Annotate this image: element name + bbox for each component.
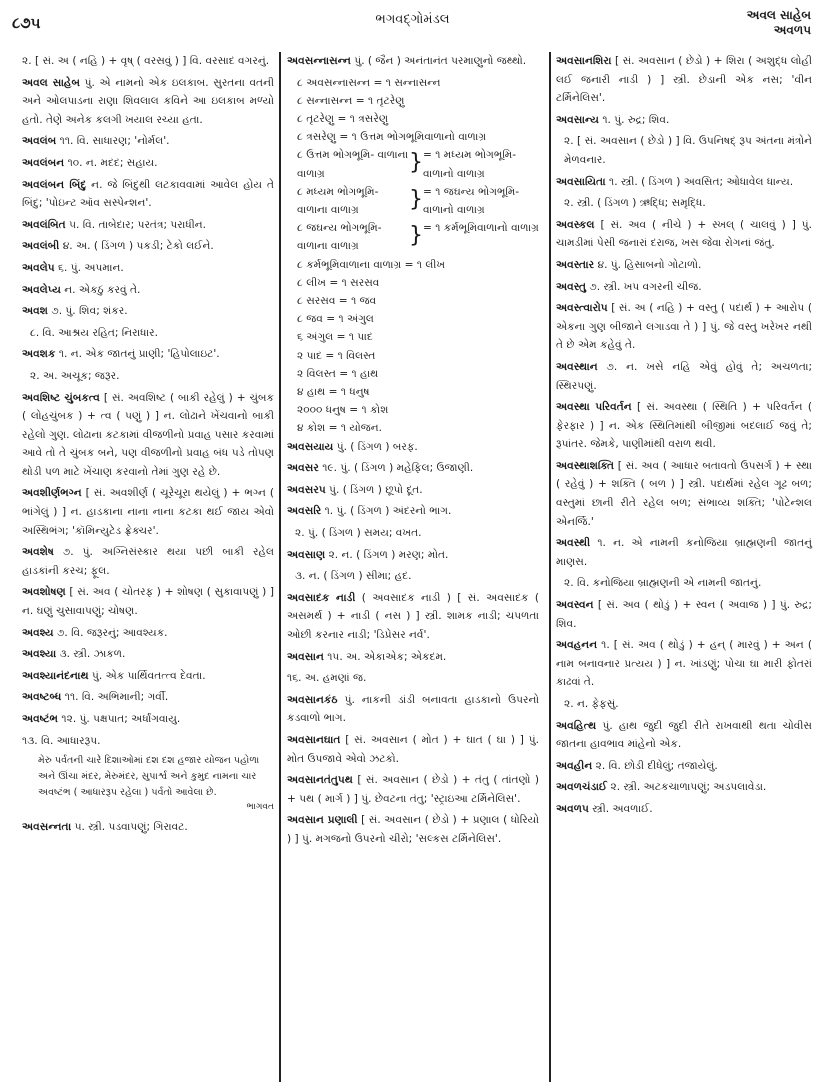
column-3 (556, 52, 812, 822)
measure-lhs: ૮ સન્નાસન્ન (297, 94, 353, 107)
dictionary-entry (287, 481, 539, 500)
measure-lhs: ૮ સરસવ (297, 295, 336, 308)
headword: અવસરિ (287, 505, 322, 518)
dictionary-entry (287, 546, 539, 565)
dictionary-entry (556, 778, 812, 797)
definition: ૨. પું. ( ડિંગળ ) સમય; વખત. (295, 527, 422, 540)
headword: અવહનન (556, 639, 598, 652)
headword: અવસાનકંઠ (287, 693, 338, 706)
definition: [ સં. અવ ( ચોતરફ ) + શોષણ ( સુકાવાપણું ) ] ન. ઘણું ચુસાવાપણું; ચોષણ. (22, 586, 274, 618)
dictionary-entry (287, 502, 539, 521)
headword: અવસ્થાશક્તિ (556, 459, 615, 472)
dictionary-entry (287, 589, 539, 645)
measure-rhs: = ૧ કર્મભૂમિવાળાનો વાળાગ્ર (423, 222, 539, 235)
measure-lhs: ૬ અંગુલ (297, 331, 334, 344)
brace: } (409, 223, 423, 249)
measure-lhs: ૨ પાદ (297, 349, 322, 362)
headword: અવલેપ્ય (22, 283, 61, 296)
headword: અવષ્ટબ્ધ (22, 691, 62, 704)
measure-rhs: ૧ હાથ (351, 367, 379, 380)
definition: [ સં. અવસ્થા ( સ્થિતિ ) + પરિવર્તન ( ફેરફાર ) ] ન. એક સ્થિતિમાંથી બીજીમાં બદલાઈ જવું તે; રૂપાંતર. જેમકે, પાણીમાંથી વરાળ થવી. (556, 401, 812, 451)
definition: [ સં. અવસાન ( છેડો ) + તંતુ ( તાંતણો ) + પથ ( માર્ગ ) ] પું. છેવટના તંતુ; 'સ્ટ્રાઇઆ ટર્મિનેલિસ'. (287, 774, 539, 805)
dictionary-entry (287, 691, 539, 728)
measure-row: ૮ ત્રસરેણુ = ૧ ઉત્તમ ભોગભૂમિવાળાનો વાળાગ્ર (297, 131, 487, 144)
headword: અવસાયિતા (556, 175, 606, 188)
dictionary-entry (556, 132, 812, 169)
measure-row: ૨૦૦૦ ધનુષ = ૧ કોશ (297, 404, 389, 417)
page-header (0, 0, 825, 40)
definition: [ સં. અવ ( થોડું ) + સ્વન ( અવાજ ) ] પું. રુદ્ર; શિવ. (556, 599, 812, 630)
dictionary-entry (22, 710, 274, 729)
dictionary-entry (22, 732, 274, 751)
definition: ૧૦. ન. મદદ; સહાય. (67, 156, 158, 169)
dictionary-entry (556, 695, 812, 714)
headword: અવસ્કલ (556, 218, 595, 231)
measure-rhs: = ૧ મધ્યમ ભોગભૂમિ- વાળાનો વાળાગ્ર (423, 149, 517, 180)
headword: અવશેષ (22, 546, 54, 559)
measure-lhs: ૪ કોશ (297, 422, 326, 435)
headword: અવશ્યાનંદનાથ (22, 669, 89, 682)
definition: [ સં. અવશિષ્ટ ( બાકી રહેલું ) + ચુંબક ( લોહચુંબક ) + ત્વ ( પણું ) ] ન. લોઢાને ખેંચવાનો બાકી રહેલો ગુણ. લોઢાના કટકામાં વીજળીનો પ્રવાહ પસાર કરવામાં આવે તો તે ચુંબક બને, પણ વીજળીનો પ્રવાહ બંધ પડે તોપણ થોડી પળ માટે ખેંચાણ કરવાનો તેમાં ગુણ રહે છે. (22, 391, 274, 478)
headword: અવલંબ (22, 135, 57, 148)
dictionary-entry (287, 771, 539, 808)
dictionary-entry (287, 669, 539, 688)
definition: ૨. વિ. છોડી દીધેલું; તજાયેલું. (595, 759, 718, 772)
guide-word-last: અવળપ (773, 23, 811, 37)
definition: ૭. ન. ખસે નહિ એવું હોવું તે; અચળતા; સ્થિરપણું. (556, 360, 813, 392)
definition: ૩. ન. ( ડિંગળ ) સીમા; હદ. (295, 570, 412, 583)
definition: ૧. ન. એક જાતનું પ્રાણી; 'હિપોલાઇટ'. (58, 348, 220, 361)
dictionary-entry (287, 648, 539, 667)
measure-row: ૮ કર્મભૂમિવાળાના વાળાગ્ર = ૧ લીખ (297, 258, 446, 271)
measure-rhs: ૧ ઉત્તમ ભોગભૂમિવાળાનો વાળાગ્ર (351, 131, 487, 144)
headword: અવસયાય (287, 440, 334, 453)
definition: પું. એ નામનો એક ઇલકાબ. સુરતના વતની અને ઓલપાડના રાણા શિવલાલ કવિને આ ઇલકાબ મળ્યો હતો. તેણે અનેક કલગી ખયાલ રચ્યા હતા. (22, 76, 274, 126)
dictionary-entry (22, 543, 274, 580)
guide-word-first: અવલ સાહેબ (746, 8, 811, 22)
dictionary-entry (556, 194, 812, 213)
measure-row: ૪ હાથ = ૧ ધનુષ (297, 386, 370, 399)
measure-row: ૨ પાદ = ૧ વિલસ્ત (297, 349, 376, 362)
measure-row: ૮ સન્નાસન્ન = ૧ તૃટરેણુ (297, 94, 405, 107)
headword: અવશોષણ (22, 586, 66, 599)
measure-lhs: ૮ લીખ (297, 276, 326, 289)
headword: અવષ્ટંભ (22, 713, 59, 725)
definition: ૨. સ્ત્રી. ( ડિંગળ ) ઋદ્ધિ; સમૃદ્ધિ. (564, 197, 706, 210)
definition: ૧. ન. એ નામની કનોજિયા બ્રાહ્મણની જાતનું માણસ. (556, 537, 812, 568)
definition: ૧. પું. રુદ્ર; શિવ. (602, 113, 670, 126)
dictionary-entry (287, 459, 539, 478)
definition: ૨. [ સં. અવસાન ( છેડો ) ] વિ. ઉપનિષદ્ રૂપ અંતના મંત્રોને મેળવનાર. (564, 135, 812, 166)
dictionary-entry (22, 624, 274, 643)
definition: ૪. અ. ( ડિંગળ ) પકડી; ટેકો લઈને. (62, 240, 214, 253)
headword: અવસરપ (287, 483, 326, 496)
measure-lhs: ૮ જઘન્ય ભોગભૂમિ- વાળાના વાળાગ્ર (297, 222, 382, 253)
dictionary-entry (287, 811, 539, 848)
definition: ૧. પું. ( ડિંગળ ) અંદરનો ભાગ. (324, 505, 452, 518)
measure-row (287, 219, 539, 255)
definition: ૭. પું. અગ્નિસંસ્કાર થયા પછી બાકી રહેલ હાડકાંની કરચ; ફૂલ. (22, 546, 274, 577)
dictionary-entry (556, 398, 812, 454)
headword: અવહીન (556, 759, 593, 772)
definition: પું. એક પાર્થિવતત્ત્વ દેવતા. (92, 669, 206, 682)
definition: ૨. ન. ફેફસું. (564, 698, 619, 710)
headword: અવલંબન બિંદુ (22, 178, 87, 191)
dictionary-entry (556, 574, 812, 593)
measure-lhs: ૨૦૦૦ ધનુષ (297, 404, 346, 417)
brace: } (409, 186, 423, 212)
measure-rhs: ૧ વિલસ્ત (337, 349, 376, 362)
dictionary-entry (22, 324, 274, 343)
definition: [ સં. અ ( નહિ ) + વસ્તુ ( પદાર્થ ) + આરોપ ( એકના ગુણ બીજાને લગાડવા તે ) ] પું. જે વસ્તુ ખરેખર નથી તે છે એમ કહેવું તે. (556, 302, 812, 352)
headword: અવશીર્ણભગ્ન (22, 487, 82, 500)
definition: ૧૬. અ. હમણાં જ. (287, 672, 367, 685)
measure-lhs: ૮ ઉત્તમ ભોગભૂમિ- વાળાના વાળાગ્ર (297, 149, 409, 180)
measure-rhs: ૧ જવ (351, 295, 377, 308)
definition: [ સં. અવસાન ( છેડો ) + શિરા ( અશુદ્ધ લોહી લઈ જનારી નાડી ) ] સ્ત્રી. છેડાની એક નસ; 'વીન ટર્મિનેલિસ'. (556, 55, 812, 105)
dictionary-entry (556, 256, 812, 275)
headword: અવલંબી (22, 240, 60, 253)
definition: ૪. પું. હિસાબનો ગોટાળો. (597, 258, 702, 271)
headword: અવસર (287, 462, 319, 475)
dictionary-entry (22, 237, 274, 256)
column-1 (22, 52, 274, 840)
measure-row: ૮ સરસવ = ૧ જવ (297, 295, 377, 308)
dictionary-entry (287, 438, 539, 457)
headword: અવસાદક નાડી (287, 591, 356, 604)
headword: અવલંબિત (22, 218, 66, 231)
dictionary-entry (22, 645, 274, 664)
definition: પું. નાકની ડાંડી બનાવતા હાડકાનો ઉપરનો કડવાળો ભાગ. (287, 693, 539, 725)
definition: પું. ( ડિંગળ ) છૂપો દૂત. (329, 483, 423, 496)
headword: અવસ્થી (556, 537, 591, 550)
measure-lhs: ૮ જવ (297, 313, 323, 326)
definition: પું. હાથ જુદી જુદી રીતે રાખવાથી થતા ચોવીસ જાતના હાવભાવ માંહેનો એક. (556, 719, 812, 751)
dictionary-entry (556, 216, 812, 253)
measure-rhs: ૧ અંગુલ (338, 313, 374, 326)
dictionary-entry (22, 818, 274, 837)
headword: અવસ્થાન (556, 360, 598, 373)
definition: ૨. અ. અચૂક; જરૂર. (30, 369, 120, 382)
dictionary-entry (287, 52, 539, 71)
dictionary-entry (556, 358, 812, 395)
dictionary-entry (556, 52, 812, 108)
dictionary-entry (22, 367, 274, 386)
measure-rhs: ૧ ત્રસરેણુ (349, 113, 389, 125)
headword: અવશક (22, 348, 56, 361)
definition: ( અવસાદક નાડી ) [ સં. અવસાદક ( અસમર્થ ) + નાડી ( નસ ) ] સ્ત્રી. શામક નાડી; ચપળતા ઓછી કરનાર નાડી; 'ડિપ્રેસર નર્વ'. (287, 591, 540, 641)
definition: ૧૩. વિ. આધારરૂપ. (22, 734, 101, 747)
measure-row: ૮ જવ = ૧ અંગુલ (297, 313, 374, 326)
definition: ૧૫. અ. એકાએક; એકદમ. (327, 650, 447, 663)
definition: ન. જે બિંદુથી લટકાવવામાં આવેલ હોય તે બિંદુ; 'પોઇન્ટ ઑવ સસ્પેન્શન'. (22, 178, 274, 210)
definition: [ સં. અવ ( આધાર બતાવતો ઉપસર્ગ ) + સ્થા ( રહેવું ) + શક્તિ ( બળ ) ] સ્ત્રી. પદાર્થમાં રહેલ ગૂઢ બળ; વસ્તુમાં છાની રીતે રહેલ બળ; સંભાવ્ય શક્તિ; 'પોટેન્શલ એનર્જિ.' (556, 459, 812, 528)
headword: અવલ સાહેબ (22, 76, 80, 89)
dictionary-entry (556, 757, 812, 776)
definition: ૧૯. પું. ( ડિંગળ ) મહેફિલ; ઉજાણી. (322, 462, 474, 475)
headword: અવસાન પ્રણાલી (287, 814, 358, 827)
definition: ૩. સ્ત્રી. ઝાકળ. (59, 648, 126, 661)
measure-rhs: ૧ ધનુષ (340, 386, 370, 399)
definition: ૨. સ્ત્રી. અટકચાળાપણું; અડપલાવેડા. (610, 781, 767, 794)
dictionary-entry (556, 636, 812, 692)
measure-rhs: ૧ સરસવ (341, 276, 380, 289)
measure-rhs: ૧ પાદ (348, 331, 373, 344)
running-title: ભગવદ્ગોમંડલ (375, 12, 450, 27)
measure-row: ૬ અંગુલ = ૧ પાદ (297, 331, 373, 344)
measure-lhs: ૮ અવસન્નાસન્ન (297, 76, 371, 89)
measure-lhs: ૮ ત્રસરેણુ (297, 131, 337, 144)
measure-row: ૪ કોશ = ૧ યોજન. (297, 422, 383, 435)
measure-lhs: ૨ વિલસ્ત (297, 367, 336, 380)
headword: અવસન્નતા (22, 821, 72, 834)
measure-row: ૨ વિલસ્ત = ૧ હાથ (297, 367, 379, 380)
headword: અવસ્તુ (556, 280, 587, 293)
dictionary-entry (556, 534, 812, 571)
dictionary-entry (556, 173, 812, 192)
page-number: ૮૭૫ (12, 14, 41, 32)
headword: અવળપ (556, 802, 589, 815)
dictionary-entry (22, 259, 274, 278)
definition: ન. એકઠું કરવું તે. (64, 283, 141, 296)
measure-lhs: ૪ હાથ (297, 386, 326, 399)
measure-row: ૮ અવસન્નાસન્ન = ૧ સન્નાસન્ન (297, 76, 441, 89)
definition: સ્ત્રી. અવળાઈ. (592, 802, 653, 815)
measure-rhs: ૧ કોશ (361, 404, 389, 417)
definition: પું. ( ડિંગળ ) બરફ. (336, 440, 418, 453)
definition: [ સં. અવ ( નીચે ) + સ્ખલ્ ( ચાલવું ) ] પું. ચામડીમાં પેસી જનારાં દરાજ, ખસ જેવા રોગનાં જંતુ. (556, 218, 813, 250)
definition: ૧૨. પું. પક્ષપાત; અર્ધાંગવાયુ. (61, 713, 181, 725)
headword: અવસ્થા પરિવર્તન (556, 401, 632, 414)
headword: અવસાનતંતુપથ (287, 774, 353, 787)
dictionary-entry (556, 717, 812, 754)
definition: પું. ( જૈન ) અનંતાનંત પરમાણુનો જથ્થો. (354, 55, 527, 67)
definition: ૨. [ સં. અ ( નહિ ) + વૃષ્ ( વરસવું ) ] વિ. વરસાદ વગરનું. (22, 55, 270, 67)
headword: અવસન્નાસન્ન (287, 55, 351, 67)
dictionary-entry (22, 154, 274, 173)
measure-row (287, 183, 539, 219)
dictionary-entry (22, 302, 274, 321)
dictionary-entry (287, 731, 539, 768)
quotation-source: ભાગવત (246, 802, 274, 813)
quotation: મેરુ પર્વતની ચારે દિશાઓમાં દશ દશ હજાર યોજન પહોળા અને ઊંચા મંદર, મેરુમંદર, સુપાર્શ્વ અને કુમુદ નામના ચાર અવષ્ટંભ ( આધારરૂપ રહેલા ) પર્વતો આવેલા છે. (38, 755, 260, 799)
dictionary-entry (22, 345, 274, 364)
dictionary-entry (22, 583, 274, 620)
dictionary-entry (556, 800, 812, 819)
dictionary-entry (287, 524, 539, 543)
headword: અવહિત્થ (556, 719, 597, 732)
measure-row: ૮ લીખ = ૧ સરસવ (297, 276, 380, 289)
headword: અવસ્તાર (556, 258, 595, 271)
column-divider (549, 52, 551, 1082)
dictionary-entry (556, 596, 812, 633)
headword: અવશ્ય (22, 626, 54, 639)
column-2 (287, 52, 539, 852)
definition: ૧. સ્ત્રી. ( ડિંગળ ) અવસિત; ઓધાવેલ ધાન્ય. (609, 175, 794, 188)
measure-rhs: ૧ સન્નાસન્ન (385, 76, 441, 89)
dictionary-entry (22, 132, 274, 151)
dictionary-entry (556, 111, 812, 130)
column-divider (279, 52, 281, 1082)
headword: અવસાણ (287, 548, 326, 561)
headword: અવલંબન (22, 156, 65, 169)
headword: અવસ્વન (556, 599, 594, 612)
measure-rhs: = ૧ જઘન્ય ભોગભૂમિ- વાળાનો વાળાગ્ર (423, 185, 520, 217)
measure-lhs: ૮ તૃટરેણુ (297, 113, 335, 125)
dictionary-entry (22, 176, 274, 213)
measure-rhs: ૧ તૃટરેણુ (367, 94, 405, 107)
dictionary-entry (22, 74, 274, 130)
definition: ૨. વિ. કનોજિયા બ્રાહ્મણની એ નામની જાતનું. (564, 577, 762, 590)
headword: અવશિષ્ટ ચુંબકત્વ (22, 391, 100, 404)
measure-row: ૮ તૃટરેણુ = ૧ ત્રસરેણુ (297, 113, 389, 125)
dictionary-entry (22, 484, 274, 540)
dictionary-entry (22, 281, 274, 300)
definition: ૧૧. વિ. અભિમાની; ગર્વી. (64, 691, 169, 704)
dictionary-entry (556, 457, 812, 531)
definition: ૬. પું. અપમાન. (58, 261, 124, 274)
brace: } (409, 150, 423, 176)
definition: [ સં. અવસાન ( મોત ) + ઘાત ( ઘા ) ] પું. મોત ઉપજાવે એવો ઝટકો. (287, 733, 539, 765)
headword: અવશ (22, 305, 48, 318)
headword: અવસાનઘાત (287, 733, 341, 746)
definition: ૭. સ્ત્રી. ખપ વગરની ચીજ. (589, 280, 702, 293)
dictionary-entry (22, 688, 274, 707)
measure-row (287, 146, 539, 182)
headword: અવસાનશિરા (556, 55, 612, 67)
headword: અવળચંડાઈ (556, 781, 608, 794)
definition: ૫. વિ. તાબેદાર; પરતંત્ર; પરાધીન. (69, 218, 206, 231)
headword: અવસ્ત્વારોપ (556, 302, 608, 315)
measure-lhs: ૮ મધ્યમ ભોગભૂમિ- વાળાના વાળાગ્ર (297, 185, 379, 217)
headword: અવલેપ (22, 261, 55, 274)
dictionary-entry (556, 278, 812, 297)
definition: ૮. વિ. આશ્રય રહિત; નિરાધાર. (30, 326, 158, 339)
definition: ૧. [ સં. અવ ( થોડું ) + હન્ ( મારવું ) + અન ( નામ બનાવનાર પ્રત્યય ) ] ન. ખાંડણું; પોચા ઘા મારી ફોતરાં કાઢવાં તે. (556, 639, 812, 689)
guide-words (747, 8, 811, 38)
definition: ૨. ન. ( ડિંગળ ) મરણ; મોત. (328, 548, 449, 561)
dictionary-entry (287, 567, 539, 586)
definition: ૫. સ્ત્રી. પડવાપણું; ગિરાવટ. (74, 821, 188, 834)
definition: ૧૧. વિ. સાધારણ; 'નોર્મલ'. (59, 135, 170, 148)
definition: ૭. વિ. જરૂરનું; આવશ્યક. (57, 626, 168, 639)
definition: [ સં. અવશીર્ણ ( ચૂરેચૂરા થયેલું ) + ભગ્ન ( ભાંગેલું ) ] ન. હાડકાના નાના નાના કટકા થઈ જાય એવો અસ્થિભંગ; 'કૉમિન્યુટેડ ફ્રેક્ચર'. (22, 487, 274, 537)
measure-lhs: ૮ કર્મભૂમિવાળાના વાળાગ્ર (297, 258, 402, 271)
dictionary-entry (556, 299, 812, 355)
measure-rhs: ૧ લીખ (416, 258, 446, 271)
definition: ૭. પું. શિવ; શંકર. (51, 305, 128, 318)
dictionary-entry (22, 52, 274, 71)
measure-rhs: ૧ યોજન. (340, 422, 383, 435)
headword: અવસાન (287, 650, 324, 663)
definition: [ સં. અવસાન ( છેડો ) + પ્રણાલ ( ધોરિયો ) ] પું. મગજનો ઉપરનો ચીરો; 'સલ્કસ ટર્મિનેલિસ'. (287, 814, 539, 845)
dictionary-entry (22, 667, 274, 686)
dictionary-entry (22, 216, 274, 235)
headword: અવસાન્ય (556, 113, 599, 126)
headword: અવશ્યા (22, 648, 57, 661)
dictionary-entry (22, 389, 274, 482)
